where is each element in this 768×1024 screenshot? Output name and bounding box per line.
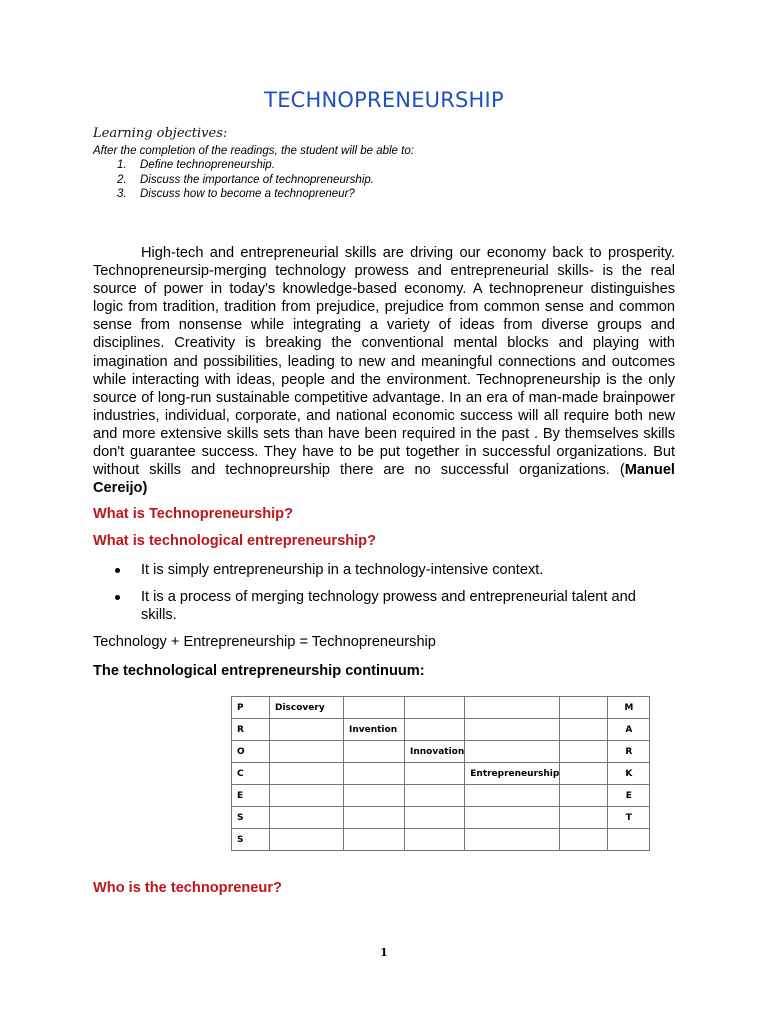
table-row	[232, 719, 650, 741]
question-heading-3: Who is the technopreneur?	[93, 880, 282, 896]
table-cell: P	[232, 697, 270, 719]
table-cell: M	[608, 697, 650, 719]
equation-text: Technology + Entrepreneurship = Technopreneurship	[93, 634, 436, 650]
table-cell: C	[232, 763, 270, 785]
definition-bullet-list	[93, 561, 675, 633]
table-row	[232, 763, 650, 785]
table-cell: Invention	[344, 719, 405, 741]
objective-number: 3.	[117, 188, 127, 200]
table-cell	[270, 807, 344, 829]
learning-objectives-list	[117, 158, 374, 202]
objective-item	[117, 173, 374, 188]
table-cell	[465, 741, 560, 763]
table-cell	[270, 763, 344, 785]
table-cell: K	[608, 763, 650, 785]
table-cell	[344, 697, 405, 719]
table-cell: R	[608, 741, 650, 763]
table-cell	[405, 807, 465, 829]
table-cell: E	[608, 785, 650, 807]
table-cell	[405, 719, 465, 741]
objective-number: 2.	[117, 173, 127, 186]
table-cell	[405, 785, 465, 807]
bullet-icon	[115, 595, 120, 600]
objective-item	[117, 187, 374, 202]
table-cell: S	[232, 829, 270, 851]
table-cell	[560, 807, 608, 829]
table-cell	[405, 697, 465, 719]
table-cell	[465, 719, 560, 741]
table-cell: Entrepreneurship	[465, 763, 560, 785]
table-cell	[465, 807, 560, 829]
table-row	[232, 829, 650, 851]
table-cell	[270, 829, 344, 851]
table-cell	[270, 785, 344, 807]
table-cell	[405, 829, 465, 851]
objective-item	[117, 158, 374, 173]
table-cell	[405, 763, 465, 785]
table-cell: R	[232, 719, 270, 741]
bullet-text: It is a process of merging technology prowess and entrepreneurial talent and skills.	[141, 589, 636, 623]
table-cell	[270, 719, 344, 741]
table-cell: A	[608, 719, 650, 741]
table-cell	[465, 829, 560, 851]
bullet-text: It is simply entrepreneurship in a technology-intensive context.	[141, 562, 544, 578]
table-cell: T	[608, 807, 650, 829]
table-cell	[344, 763, 405, 785]
table-cell	[560, 741, 608, 763]
bullet-icon	[115, 568, 120, 573]
table-row	[232, 697, 650, 719]
bullet-item	[93, 561, 675, 579]
objective-number: 1.	[117, 159, 127, 171]
objective-text: Discuss how to become a technopreneur?	[140, 188, 355, 200]
document-title: TECHNOPRENEURSHIP	[264, 88, 504, 112]
learning-objectives-heading: Learning objectives:	[93, 126, 228, 141]
paragraph-body: High-tech and entrepreneurial skills are driving our economy back to prosperity. Technopreneursip-merging technology prowess and entrepreneurial skills- is the real source of power in today's knowledge-based economy. A technopreneur distinguishes logic from tradition, tradition from prejudice, prejudice from common sense and common sense from nonsense while integrating a variety of ideas from diverse groups and disciplines. Creativity is breaking the conventional mental blocks and playing with imagination and possibilities, leading to new and meaningful connections and outcomes while interacting with ideas, people and the environment. Technopreneurship is the only source of long-run sustainable competitive advantage. In an era of man-made brainpower industries, individual, corporate, and national economic success will all require both new and more extensive skills sets than have been required in the past . By themselves skills don't guarantee success. They have to be put together in successful organizations. But without skills and technopreurship there are no successful organizations. (	[93, 245, 675, 479]
continuum-heading: The technological entrepreneurship continuum:	[93, 663, 425, 679]
table-cell	[608, 829, 650, 851]
table-cell: O	[232, 741, 270, 763]
table-row	[232, 741, 650, 763]
table-cell	[465, 785, 560, 807]
objective-text: Define technopreneurship.	[140, 159, 275, 171]
table-cell	[270, 741, 344, 763]
continuum-table	[231, 696, 650, 851]
table-cell	[560, 697, 608, 719]
objective-text: Discuss the importance of technopreneurship.	[140, 173, 374, 186]
table-cell	[344, 829, 405, 851]
question-heading-2: What is technological entrepreneurship?	[93, 533, 376, 549]
table-cell	[560, 829, 608, 851]
table-cell: Discovery	[270, 697, 344, 719]
table-cell	[344, 807, 405, 829]
question-heading-1: What is Technopreneurship?	[93, 506, 294, 522]
table-cell	[560, 719, 608, 741]
table-cell: S	[232, 807, 270, 829]
learning-objectives-intro: After the completion of the readings, the student will be able to:	[93, 145, 414, 157]
table-cell	[344, 741, 405, 763]
bullet-item	[93, 588, 675, 624]
table-cell	[560, 785, 608, 807]
paragraph-author: Manuel Cereijo)	[93, 462, 675, 497]
page-number: 1	[380, 946, 388, 959]
table-cell	[560, 763, 608, 785]
table-row	[232, 785, 650, 807]
table-cell: E	[232, 785, 270, 807]
table-row	[232, 807, 650, 829]
table-cell	[344, 785, 405, 807]
table-cell: Innovation	[405, 741, 465, 763]
table-cell	[465, 697, 560, 719]
intro-paragraph	[93, 244, 675, 497]
